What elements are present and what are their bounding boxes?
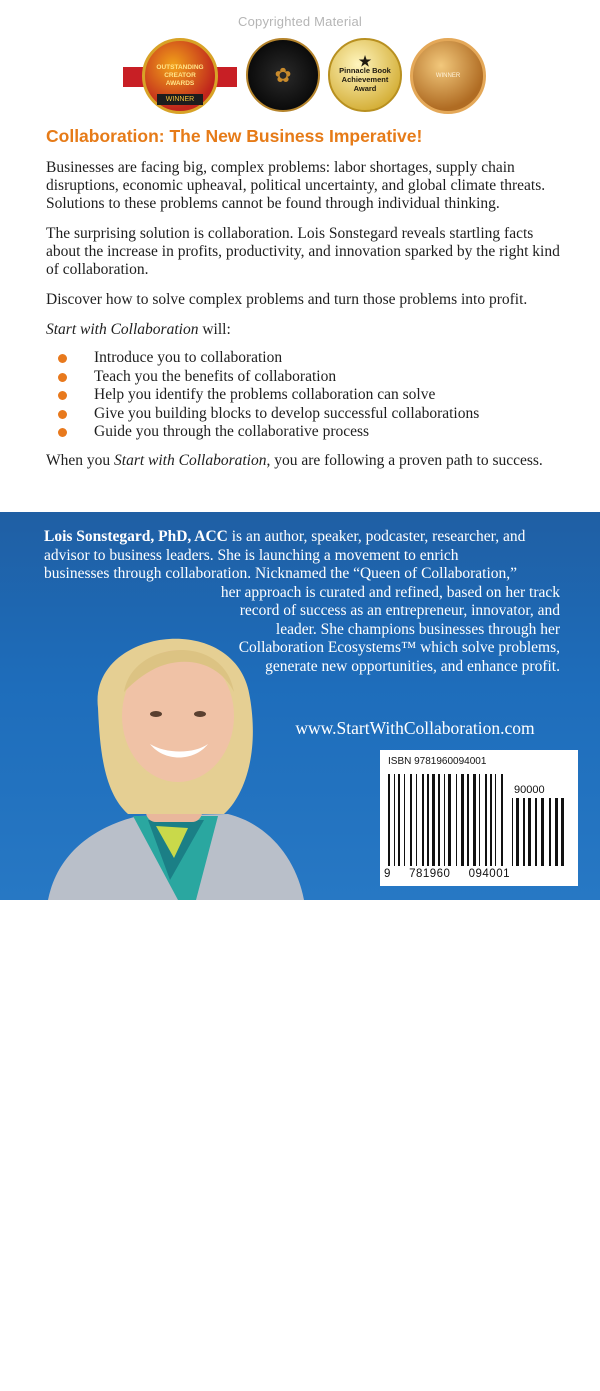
solution-paragraph: The surprising solution is collaboration. Lois Sonstegard reveals startling facts about the increase in profits, productivity, and innovation sparked by the right kind of collaboration. [46, 225, 560, 278]
author-name: Lois Sonstegard, PhD, ACC [44, 528, 228, 545]
bullet-dot-icon [58, 410, 67, 419]
bullet-dot-icon [58, 354, 67, 363]
gold-winner-seal-icon: WINNER [410, 38, 486, 114]
benefits-list [46, 349, 566, 442]
phoenix-emblem-award-icon: ✿ [246, 38, 320, 112]
award-badges [0, 34, 600, 112]
isbn-barcode [380, 750, 578, 886]
barcode-main-bars [388, 774, 506, 866]
barcode-addon-bars [512, 798, 570, 866]
bullet-dot-icon [58, 428, 67, 437]
headline: Collaboration: The New Business Imperative! [46, 126, 423, 146]
copyright-watermark-bottom: Copyrighted Material [238, 1376, 362, 1391]
closing-line: When you Start with Collaboration, you are following a proven path to success. [46, 451, 543, 469]
back-cover-copy [46, 126, 566, 470]
list-item: Teach you the benefits of collaboration [46, 368, 566, 387]
outstanding-creator-award-icon: OUTSTANDING CREATOR AWARDS WINNER [142, 38, 218, 114]
author-bio: Lois Sonstegard, PhD, ACC is an author, speaker, podcaster, researcher, and advisor to business leaders. She is launching a movement to enrich businesses through collaboration. Nicknamed the “Queen of Collaboration,” her approach is curated and refined, based on her track record of success as an entrepreneur, innovator, and leader. She champions businesses through her Collaboration Ecosystems™ which solve problems, generate new opportunities, and enhance profit. [44, 528, 560, 675]
copyright-watermark-top: Copyrighted Material [238, 14, 362, 29]
pinnacle-book-award-icon: ★ Pinnacle Book Achievement Award [328, 38, 402, 112]
isbn-label: ISBN 9781960094001 [388, 756, 487, 767]
intro-paragraph: Businesses are facing big, complex problems: labor shortages, supply chain disruptions, economic upheaval, political uncertainty, and global climate threats. Solutions to these problems cannot be found through individual thinking. [46, 159, 546, 212]
bullet-dot-icon [58, 373, 67, 382]
website-url: www.StartWithCollaboration.com [295, 718, 535, 738]
price-code: 90000 [514, 784, 545, 796]
list-item: Give you building blocks to develop successful collaborations [46, 405, 566, 424]
list-item: Help you identify the problems collaboration can solve [46, 386, 566, 405]
discover-paragraph: Discover how to solve complex problems and turn those problems into profit. [46, 291, 528, 308]
ean-digits: 9 781960 094001 [384, 868, 510, 880]
author-bio-panel [0, 512, 600, 1391]
list-item: Guide you through the collaborative process [46, 423, 566, 442]
will-intro: Start with Collaboration will: [46, 321, 231, 338]
list-item: Introduce you to collaboration [46, 349, 566, 368]
bullet-dot-icon [58, 391, 67, 400]
